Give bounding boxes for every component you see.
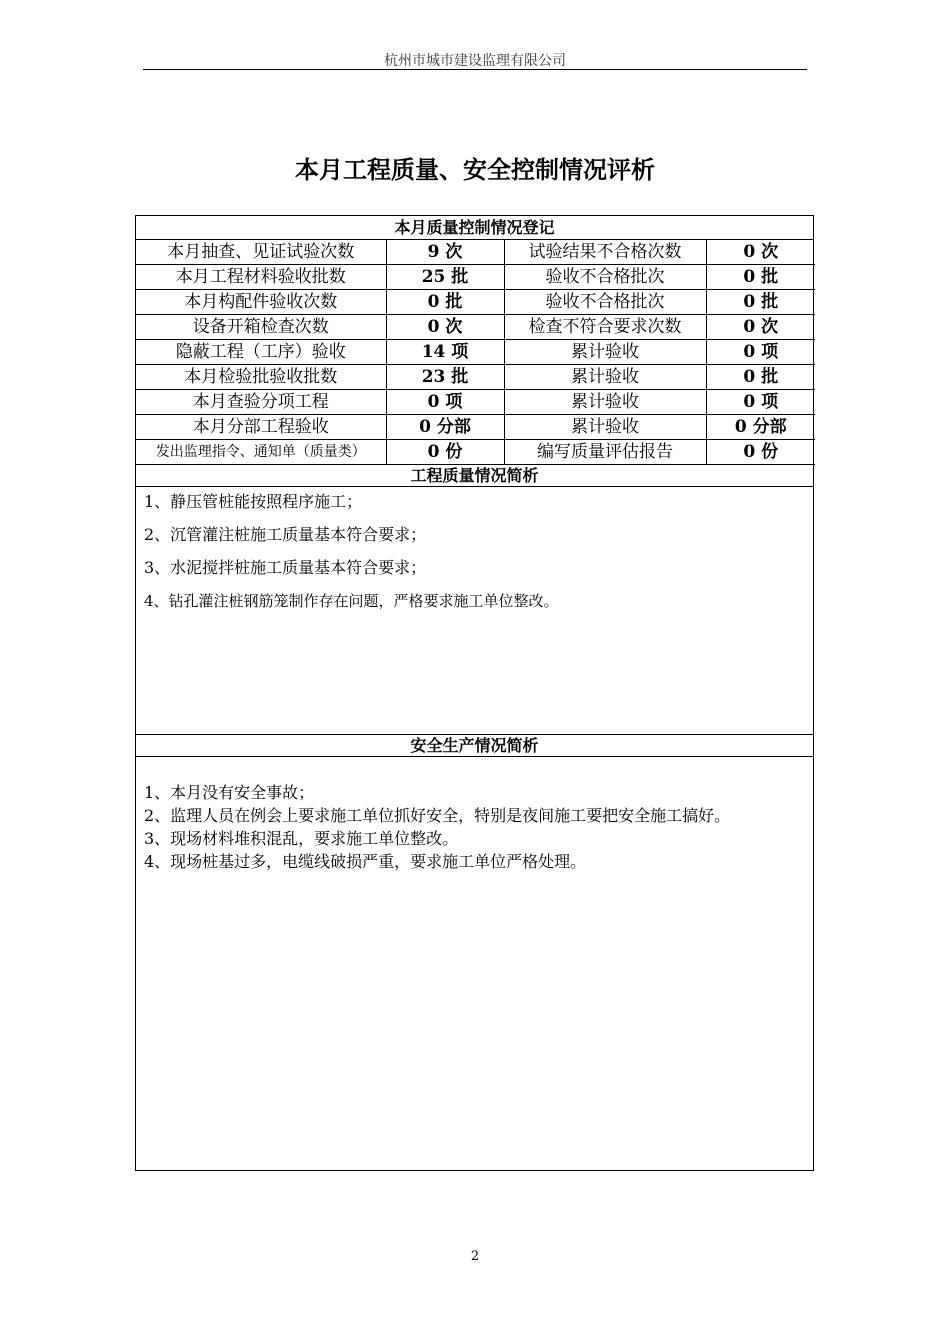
quality-line: 1、静压管桩能按照程序施工； — [144, 492, 363, 511]
quality-line: 2、沉管灌注桩施工质量基本符合要求； — [144, 525, 427, 544]
report-form — [135, 215, 814, 1171]
table-row — [136, 440, 815, 465]
row-label: 本月检验批验收批数 — [136, 365, 386, 390]
row-value: 0 批 — [386, 290, 504, 315]
quality-line: 4、钻孔灌注桩钢筋笼制作存在问题，严格要求施工单位整改。 — [144, 592, 559, 610]
row-value: 23 批 — [386, 365, 504, 390]
row-value: 0 项 — [706, 390, 815, 415]
quality-analysis-body — [136, 487, 813, 735]
header-rule — [143, 69, 807, 70]
row-value: 0 项 — [706, 340, 815, 365]
table-row — [136, 365, 815, 390]
row-value: 0 项 — [386, 390, 504, 415]
document-title: 本月工程质量、安全控制情况评析 — [295, 156, 655, 184]
row-label: 试验结果不合格次数 — [504, 240, 706, 265]
row-label: 累计验收 — [504, 340, 706, 365]
table-row — [136, 290, 815, 315]
row-value: 0 次 — [706, 315, 815, 340]
row-value: 0 批 — [706, 290, 815, 315]
page-number: 2 — [470, 1249, 480, 1264]
row-value: 0 份 — [706, 440, 815, 465]
page-header-company: 杭州市城市建设监理有限公司 — [384, 53, 566, 69]
row-value: 0 批 — [706, 365, 815, 390]
row-label: 隐蔽工程（工序）验收 — [136, 340, 386, 365]
row-label: 验收不合格批次 — [504, 290, 706, 315]
row-label: 本月抽查、见证试验次数 — [136, 240, 386, 265]
row-label: 检查不符合要求次数 — [504, 315, 706, 340]
row-label: 发出监理指令、通知单（质量类） — [136, 440, 386, 465]
row-label: 本月分部工程验收 — [136, 415, 386, 440]
row-label: 本月构配件验收次数 — [136, 290, 386, 315]
register-heading: 本月质量控制情况登记 — [136, 216, 813, 240]
row-label: 累计验收 — [504, 390, 706, 415]
row-value: 14 项 — [386, 340, 504, 365]
quality-line: 3、水泥搅拌桩施工质量基本符合要求； — [144, 558, 427, 577]
row-value: 25 批 — [386, 265, 504, 290]
table-row — [136, 315, 815, 340]
row-label: 累计验收 — [504, 365, 706, 390]
safety-analysis-heading: 安全生产情况简析 — [136, 735, 813, 757]
row-label: 本月工程材料验收批数 — [136, 265, 386, 290]
row-label: 设备开箱检查次数 — [136, 315, 386, 340]
safety-line: 4、现场桩基过多，电缆线破损严重，要求施工单位严格处理。 — [144, 852, 587, 871]
quality-analysis-heading: 工程质量情况简析 — [136, 465, 813, 487]
row-label: 编写质量评估报告 — [504, 440, 706, 465]
row-label: 本月查验分项工程 — [136, 390, 386, 415]
table-row — [136, 240, 815, 265]
row-value: 0 分部 — [706, 415, 815, 440]
table-row — [136, 390, 815, 415]
table-row — [136, 340, 815, 365]
safety-line: 3、现场材料堆积混乱，要求施工单位整改。 — [144, 829, 459, 848]
row-value: 0 批 — [706, 265, 815, 290]
row-value: 0 份 — [386, 440, 504, 465]
row-value: 0 次 — [386, 315, 504, 340]
row-value: 9 次 — [386, 240, 504, 265]
table-row — [136, 265, 815, 290]
row-value: 0 分部 — [386, 415, 504, 440]
row-value: 0 次 — [706, 240, 815, 265]
safety-line: 1、本月没有安全事故； — [144, 783, 315, 802]
table-row — [136, 415, 815, 440]
row-label: 累计验收 — [504, 415, 706, 440]
register-table — [136, 240, 815, 465]
safety-analysis-body — [136, 757, 813, 873]
safety-line: 2、监理人员在例会上要求施工单位抓好安全，特别是夜间施工要把安全施工搞好。 — [144, 806, 731, 825]
row-label: 验收不合格批次 — [504, 265, 706, 290]
